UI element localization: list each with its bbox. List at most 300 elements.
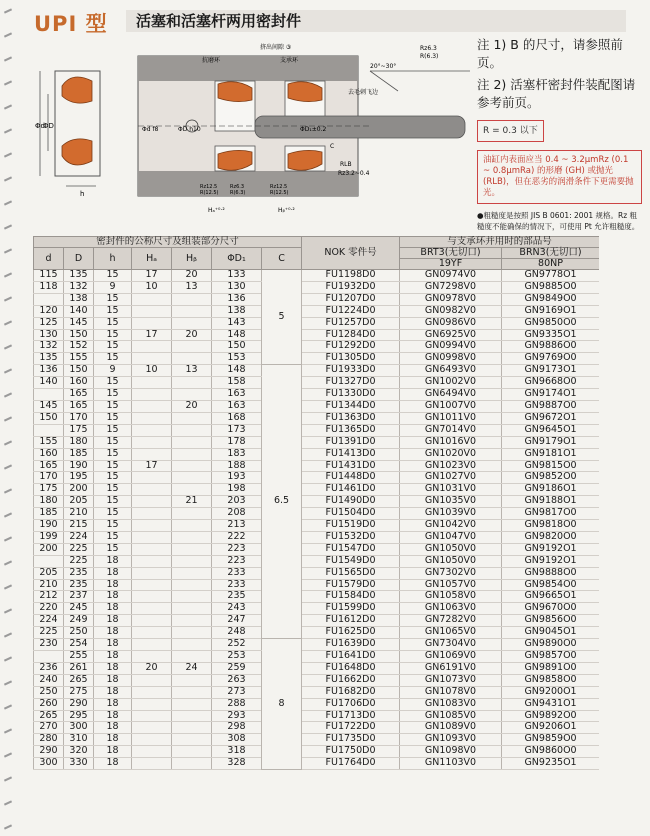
cell-brn3: GN9856O0 — [502, 615, 599, 627]
cell-D: 185 — [64, 448, 94, 460]
binding-tick — [4, 680, 12, 685]
cell-ha — [132, 627, 172, 639]
cell-brt3: GN0998V0 — [400, 353, 502, 365]
cell-brt3: GN1085V0 — [400, 710, 502, 722]
cell-hb — [172, 293, 212, 305]
cell-D: 160 — [64, 377, 94, 389]
table-row — [34, 662, 600, 674]
cell-brt3: GN1083V0 — [400, 698, 502, 710]
cell-brn3: GN9817O0 — [502, 508, 599, 520]
notes-panel — [477, 36, 642, 232]
cell-phi_d1: 203 — [212, 496, 262, 508]
assembly-section — [138, 43, 470, 214]
cell-hb — [172, 651, 212, 663]
cell-c: 6.5 — [262, 365, 302, 639]
cell-ha: 17 — [132, 460, 172, 472]
cell-d: 265 — [34, 710, 64, 722]
cell-ha: 20 — [132, 662, 172, 674]
cell-brn3: GN9045O1 — [502, 627, 599, 639]
cell-d — [34, 389, 64, 401]
table-row — [34, 496, 600, 508]
cell-D: 254 — [64, 639, 94, 651]
cell-ha — [132, 400, 172, 412]
binding-tick — [4, 704, 12, 709]
cell-d: 250 — [34, 686, 64, 698]
cell-nok: FU1722D0 — [302, 722, 400, 734]
cell-h: 15 — [94, 496, 132, 508]
cell-d: 200 — [34, 543, 64, 555]
table-row — [34, 555, 600, 567]
cell-brt3: GN1002V0 — [400, 377, 502, 389]
cell-hb — [172, 436, 212, 448]
cell-h: 15 — [94, 341, 132, 353]
cell-D: 140 — [64, 305, 94, 317]
cell-nok: FU1625D0 — [302, 627, 400, 639]
cell-hb: 13 — [172, 365, 212, 377]
cell-brt3: GN6191V0 — [400, 662, 502, 674]
cell-hb — [172, 627, 212, 639]
ring-header: 与支承环并用时的部品号 — [400, 237, 599, 248]
cell-ha: 17 — [132, 329, 172, 341]
cell-nok: FU1519D0 — [302, 520, 400, 532]
cell-nok: FU1257D0 — [302, 317, 400, 329]
col-D: D — [64, 248, 94, 270]
cell-brn3: GN9891O0 — [502, 662, 599, 674]
cell-D: 255 — [64, 651, 94, 663]
group-header: 密封件的公称尺寸及组装部分尺寸 — [34, 237, 302, 248]
binding-tick — [4, 416, 12, 421]
roughness-note: 油缸内表面应当 0.4 ~ 3.2μmRz (0.1 ~ 0.8μmRa) 的形磨 (GH) 或抛光 (RLB)，但在恶劣的润滑条件下更需要抛光。 — [477, 150, 642, 204]
cell-brn3: GN9672O1 — [502, 412, 599, 424]
cell-brn3: GN9849O0 — [502, 293, 599, 305]
cell-brn3: GN9885O0 — [502, 281, 599, 293]
brn3-header: BRN3(无切口) — [502, 248, 599, 259]
cell-brt3: GN1078V0 — [400, 686, 502, 698]
seal-cross-section — [35, 71, 100, 198]
cell-h: 18 — [94, 615, 132, 627]
cell-nok: FU1549D0 — [302, 555, 400, 567]
cell-ha — [132, 579, 172, 591]
cell-brn3: GN9645O1 — [502, 424, 599, 436]
table-row — [34, 389, 600, 401]
cell-nok: FU1224D0 — [302, 305, 400, 317]
cell-h: 15 — [94, 270, 132, 282]
phi-D-label: ΦD — [43, 122, 54, 130]
cell-ha — [132, 484, 172, 496]
cell-D: 295 — [64, 710, 94, 722]
cell-brt3: GN1058V0 — [400, 591, 502, 603]
cell-c: 8 — [262, 639, 302, 770]
binding-tick — [4, 104, 12, 109]
cell-brn3: GN9173O1 — [502, 365, 599, 377]
cell-phi_d1: 328 — [212, 758, 262, 770]
cell-d: 210 — [34, 579, 64, 591]
cell-brn3: GN9169O1 — [502, 305, 599, 317]
table-row — [34, 639, 600, 651]
cell-d: 115 — [34, 270, 64, 282]
table-row — [34, 353, 600, 365]
cell-hb: 20 — [172, 329, 212, 341]
cell-D: 165 — [64, 400, 94, 412]
cell-brt3: GN6494V0 — [400, 389, 502, 401]
np-header: 80NP — [502, 259, 599, 270]
phi-d-label: Φd — [35, 122, 45, 130]
cell-brn3: GN9859O0 — [502, 734, 599, 746]
table-row — [34, 627, 600, 639]
cell-hb — [172, 543, 212, 555]
cell-h: 15 — [94, 329, 132, 341]
cell-D: 320 — [64, 746, 94, 758]
cell-h: 18 — [94, 567, 132, 579]
cell-ha — [132, 758, 172, 770]
anti-wear-ring-label: 抗磨环 — [202, 57, 221, 64]
cell-h: 15 — [94, 377, 132, 389]
cell-d: 199 — [34, 531, 64, 543]
cell-nok: FU1363D0 — [302, 412, 400, 424]
cell-hb — [172, 722, 212, 734]
cell-phi_d1: 130 — [212, 281, 262, 293]
cell-ha — [132, 746, 172, 758]
cell-nok: FU1305D0 — [302, 353, 400, 365]
cell-h: 15 — [94, 520, 132, 532]
cell-d: 135 — [34, 353, 64, 365]
cell-D: 190 — [64, 460, 94, 472]
cell-brt3: GN1065V0 — [400, 627, 502, 639]
cell-h: 15 — [94, 436, 132, 448]
cell-hb — [172, 698, 212, 710]
cell-d: 180 — [34, 496, 64, 508]
cell-brn3: GN9887O0 — [502, 400, 599, 412]
cell-ha — [132, 508, 172, 520]
cell-nok: FU1292D0 — [302, 341, 400, 353]
cell-ha — [132, 317, 172, 329]
cell-hb — [172, 567, 212, 579]
cell-phi_d1: 263 — [212, 674, 262, 686]
binding-tick — [4, 296, 12, 301]
cell-hb — [172, 686, 212, 698]
rz-125-a-label: Rz12.5 — [200, 184, 218, 190]
cell-hb — [172, 555, 212, 567]
col-h: h — [94, 248, 132, 270]
cell-hb — [172, 341, 212, 353]
cell-brn3: GN9888O0 — [502, 567, 599, 579]
table-row — [34, 281, 600, 293]
binding-tick — [4, 368, 12, 373]
cell-ha — [132, 674, 172, 686]
cell-d: 120 — [34, 305, 64, 317]
cell-phi_d1: 213 — [212, 520, 262, 532]
cell-D: 250 — [64, 627, 94, 639]
cell-nok: FU1662D0 — [302, 674, 400, 686]
cell-D: 225 — [64, 543, 94, 555]
cell-ha — [132, 377, 172, 389]
cell-h: 15 — [94, 353, 132, 365]
binding-tick — [4, 32, 12, 37]
cell-D: 165 — [64, 389, 94, 401]
cell-ha — [132, 543, 172, 555]
cell-brt3: GN1050V0 — [400, 555, 502, 567]
table-row — [34, 674, 600, 686]
cell-d — [34, 555, 64, 567]
cell-brt3: GN1050V0 — [400, 543, 502, 555]
cell-ha — [132, 567, 172, 579]
cell-d: 212 — [34, 591, 64, 603]
cell-D: 152 — [64, 341, 94, 353]
cell-h: 15 — [94, 508, 132, 520]
phi-D1-label: ΦD₁±0.2 — [300, 126, 327, 133]
table-row — [34, 531, 600, 543]
cell-ha — [132, 651, 172, 663]
table-row — [34, 412, 600, 424]
cell-phi_d1: 163 — [212, 400, 262, 412]
rz-63-c-label: Rz6.3 — [230, 184, 245, 190]
cell-hb: 21 — [172, 496, 212, 508]
cell-h: 18 — [94, 734, 132, 746]
cell-d: 165 — [34, 460, 64, 472]
table-row — [34, 484, 600, 496]
cell-phi_d1: 235 — [212, 591, 262, 603]
cell-phi_d1: 223 — [212, 543, 262, 555]
cell-nok: FU1365D0 — [302, 424, 400, 436]
cell-ha — [132, 722, 172, 734]
table-row — [34, 448, 600, 460]
note-2: 注 2) 活塞杆密封件装配图请参考前页。 — [477, 77, 636, 110]
cell-D: 210 — [64, 508, 94, 520]
cell-h: 15 — [94, 305, 132, 317]
cell-h: 18 — [94, 674, 132, 686]
binding-tick — [4, 728, 12, 733]
cell-brt3: GN1098V0 — [400, 746, 502, 758]
cell-phi_d1: 233 — [212, 567, 262, 579]
cell-hb — [172, 448, 212, 460]
table-row — [34, 329, 600, 341]
cell-c: 5 — [262, 270, 302, 365]
cell-D: 145 — [64, 317, 94, 329]
table-row — [34, 472, 600, 484]
cell-d: 175 — [34, 484, 64, 496]
cell-brn3: GN9850O0 — [502, 317, 599, 329]
binding-tick — [4, 200, 12, 205]
cell-d: 136 — [34, 365, 64, 377]
binding-tick — [4, 536, 12, 541]
cell-d: 132 — [34, 341, 64, 353]
binding-tick — [4, 176, 12, 181]
ha-label: Hₐ⁺⁰·² — [208, 207, 225, 214]
table-row — [34, 365, 600, 377]
binding-tick — [4, 776, 12, 781]
cell-brn3: GN9179O1 — [502, 436, 599, 448]
cell-D: 135 — [64, 270, 94, 282]
cell-D: 225 — [64, 555, 94, 567]
brt3-header: BRT3(无切口) — [400, 248, 502, 259]
cell-phi_d1: 133 — [212, 270, 262, 282]
cell-phi_d1: 136 — [212, 293, 262, 305]
cell-nok: FU1344D0 — [302, 400, 400, 412]
table-row — [34, 710, 600, 722]
cell-nok: FU1547D0 — [302, 543, 400, 555]
cell-brn3: GN9181O1 — [502, 448, 599, 460]
cell-h: 15 — [94, 412, 132, 424]
cell-brt3: GN1103V0 — [400, 758, 502, 770]
cell-h: 18 — [94, 627, 132, 639]
cell-brn3: GN9665O1 — [502, 591, 599, 603]
cell-hb — [172, 615, 212, 627]
cell-D: 275 — [64, 686, 94, 698]
cell-hb — [172, 710, 212, 722]
cell-nok: FU1413D0 — [302, 448, 400, 460]
binding-tick — [4, 488, 12, 493]
cell-nok: FU1764D0 — [302, 758, 400, 770]
cell-hb — [172, 674, 212, 686]
cell-brn3: GN9200O1 — [502, 686, 599, 698]
cell-nok: FU1584D0 — [302, 591, 400, 603]
cell-phi_d1: 168 — [212, 412, 262, 424]
cell-phi_d1: 308 — [212, 734, 262, 746]
cell-d: 160 — [34, 448, 64, 460]
cell-nok: FU1933D0 — [302, 365, 400, 377]
cell-D: 265 — [64, 674, 94, 686]
cell-h: 15 — [94, 543, 132, 555]
table-row — [34, 651, 600, 663]
cell-brt3: GN0974V0 — [400, 270, 502, 282]
cell-phi_d1: 153 — [212, 353, 262, 365]
cell-h: 18 — [94, 639, 132, 651]
cell-h: 18 — [94, 579, 132, 591]
rlb-label: RLB — [340, 161, 352, 168]
table-row — [34, 734, 600, 746]
cell-hb — [172, 484, 212, 496]
r-125-b-label: R(12.5) — [200, 190, 219, 196]
cell-brt3: GN1035V0 — [400, 496, 502, 508]
table-row — [34, 341, 600, 353]
binding-tick — [4, 656, 12, 661]
binding-tick — [4, 824, 12, 829]
cell-phi_d1: 163 — [212, 389, 262, 401]
cell-h: 18 — [94, 662, 132, 674]
cell-brt3: GN1057V0 — [400, 579, 502, 591]
cell-D: 150 — [64, 365, 94, 377]
cell-hb — [172, 353, 212, 365]
cell-brt3: GN7302V0 — [400, 567, 502, 579]
cell-nok: FU1750D0 — [302, 746, 400, 758]
cell-h: 18 — [94, 710, 132, 722]
cell-brt3: GN7014V0 — [400, 424, 502, 436]
cell-brn3: GN9892O0 — [502, 710, 599, 722]
cell-hb — [172, 746, 212, 758]
cell-d: 170 — [34, 472, 64, 484]
cell-brt3: GN1089V0 — [400, 722, 502, 734]
col-hb: Hᵦ — [172, 248, 212, 270]
table-row — [34, 317, 600, 329]
cell-brn3: GN9886O0 — [502, 341, 599, 353]
cell-brt3: GN0994V0 — [400, 341, 502, 353]
deburr-label: 去毛刺飞边 — [348, 89, 379, 96]
col-phi-d1: ΦD₁ — [212, 248, 262, 270]
cell-brn3: GN9857O0 — [502, 651, 599, 663]
cell-d: 205 — [34, 567, 64, 579]
cell-h: 15 — [94, 472, 132, 484]
table-row — [34, 377, 600, 389]
cell-h: 18 — [94, 591, 132, 603]
cell-brn3: GN9890O0 — [502, 639, 599, 651]
cell-phi_d1: 259 — [212, 662, 262, 674]
cell-nok: FU1565D0 — [302, 567, 400, 579]
cell-ha — [132, 341, 172, 353]
phi-d-f8-label: Φd f8 — [142, 126, 159, 133]
cell-brt3: GN1042V0 — [400, 520, 502, 532]
cell-ha: 10 — [132, 365, 172, 377]
cell-ha — [132, 698, 172, 710]
cell-D: 235 — [64, 567, 94, 579]
cell-ha — [132, 603, 172, 615]
binding-tick — [4, 584, 12, 589]
table-row — [34, 603, 600, 615]
cell-d — [34, 293, 64, 305]
binding-tick — [4, 752, 12, 757]
binding-tick — [4, 320, 12, 325]
cell-nok: FU1713D0 — [302, 710, 400, 722]
table-row — [34, 460, 600, 472]
cell-h: 15 — [94, 293, 132, 305]
cell-brn3: GN9206O1 — [502, 722, 599, 734]
cell-hb — [172, 579, 212, 591]
cell-phi_d1: 247 — [212, 615, 262, 627]
cell-hb — [172, 389, 212, 401]
cell-brn3: GN9818O0 — [502, 520, 599, 532]
cell-brt3: GN1023V0 — [400, 460, 502, 472]
cell-phi_d1: 222 — [212, 531, 262, 543]
cell-hb: 13 — [172, 281, 212, 293]
cell-nok: FU1706D0 — [302, 698, 400, 710]
cell-ha — [132, 389, 172, 401]
cell-nok: FU1448D0 — [302, 472, 400, 484]
cell-phi_d1: 188 — [212, 460, 262, 472]
cell-brn3: GN9192O1 — [502, 555, 599, 567]
cell-h: 15 — [94, 531, 132, 543]
cell-ha — [132, 293, 172, 305]
angle-label: 20°~30° — [370, 63, 397, 70]
cell-brt3: GN1011V0 — [400, 412, 502, 424]
table-row — [34, 293, 600, 305]
table-row — [34, 543, 600, 555]
cell-phi_d1: 253 — [212, 651, 262, 663]
binding-tick — [4, 608, 12, 613]
cell-brt3: GN7298V0 — [400, 281, 502, 293]
phi-D-h10-label: ΦD h10 — [178, 126, 201, 133]
cell-d: 155 — [34, 436, 64, 448]
cell-phi_d1: 288 — [212, 698, 262, 710]
cell-ha — [132, 436, 172, 448]
cell-nok: FU1532D0 — [302, 531, 400, 543]
cell-d: 240 — [34, 674, 64, 686]
cell-hb — [172, 317, 212, 329]
cell-brn3: GN9186O1 — [502, 484, 599, 496]
cell-ha: 17 — [132, 270, 172, 282]
cell-nok: FU1284D0 — [302, 329, 400, 341]
cell-D: 235 — [64, 579, 94, 591]
hb-label: Hᵦ⁺⁰·² — [278, 207, 295, 214]
cell-nok: FU1327D0 — [302, 377, 400, 389]
col-c: C — [262, 248, 302, 270]
cell-ha — [132, 710, 172, 722]
cell-d: 270 — [34, 722, 64, 734]
cell-brt3: GN1073V0 — [400, 674, 502, 686]
cell-h: 18 — [94, 603, 132, 615]
cell-brt3: GN1016V0 — [400, 436, 502, 448]
cell-hb — [172, 531, 212, 543]
cell-h: 18 — [94, 758, 132, 770]
jis-footnote: ●粗糙度是按照 JIS B 0601: 2001 规格。Rz 粗糙度不能确保的情况下，可使用 Pt 允许粗糙度。 — [477, 211, 640, 231]
